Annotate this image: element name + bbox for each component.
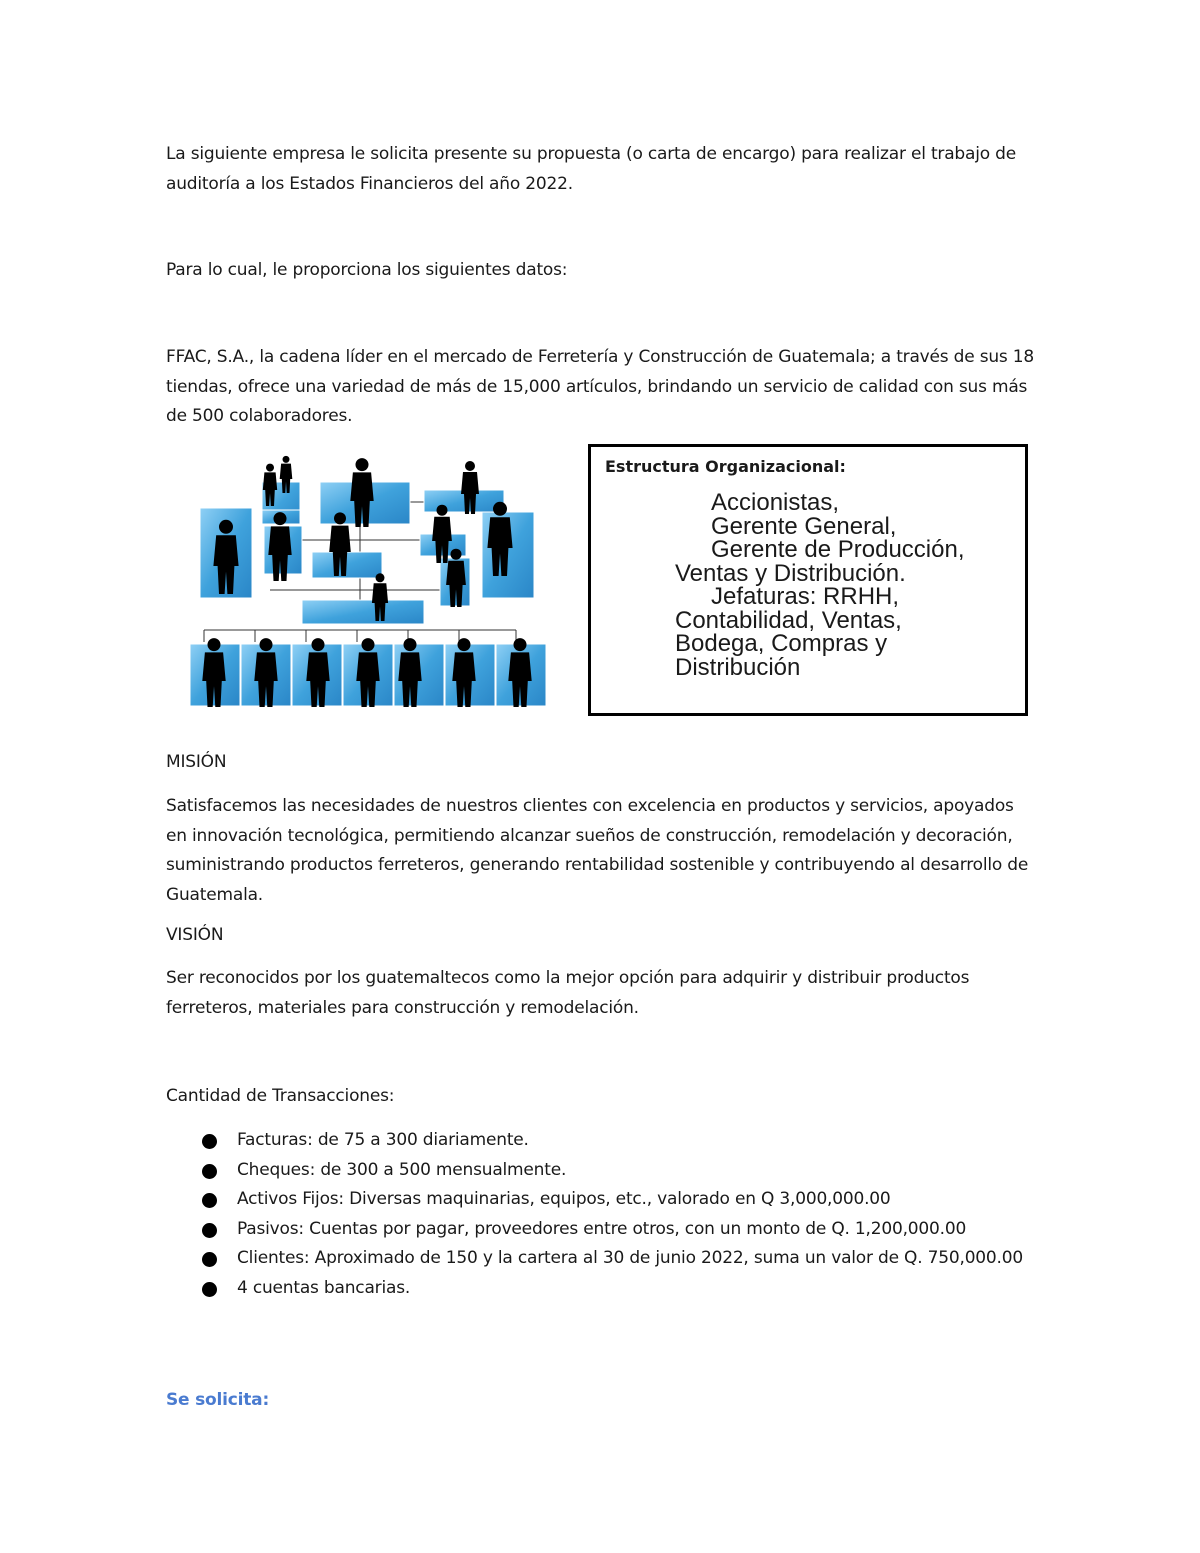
bullet-icon — [202, 1134, 217, 1149]
datos-intro: Para lo cual, le proporciona los siguientes datos: — [166, 260, 568, 280]
vision-text: Ser reconocidos por los guatemaltecos como la mejor opción para adquirir y distribuir productos ferreteros, materiales para construcción y remodelación. — [166, 968, 970, 1018]
list-item-text: Clientes: Aproximado de 150 y la cartera al 30 de junio 2022, suma un valor de Q. 750,000.00 — [237, 1248, 1023, 1268]
vision-heading: VISIÓN — [166, 925, 224, 945]
org-line: Distribución — [675, 653, 801, 681]
company-description: FFAC, S.A., la cadena líder en el mercado de Ferretería y Construcción de Guatemala; a través de sus 18 tiendas, ofrece una variedad de más de 15,000 artículos, brindando un servicio de calidad con sus más de 500 colaboradores. — [166, 347, 1035, 426]
list-item — [200, 1274, 1040, 1304]
org-line: Bodega, Compras y — [675, 630, 888, 657]
list-item-text: Activos Fijos: Diversas maquinarias, equipos, etc., valorado en Q 3,000,000.00 — [237, 1189, 891, 1209]
org-line: Jefaturas: RRHH, — [711, 583, 900, 610]
bullet-icon — [202, 1223, 217, 1238]
list-item-text: Facturas: de 75 a 300 diariamente. — [237, 1130, 529, 1150]
list-item — [200, 1126, 1040, 1156]
list-item-text: 4 cuentas bancarias. — [237, 1277, 411, 1298]
mision-text: Satisfacemos las necesidades de nuestros clientes con excelencia en productos y servicios, apoyados en innovación tecnológica, permitiendo alcanzar sueños de construcción, remodelación y decoración, suministrando productos ferreteros, generando rentabilidad sostenible y contribuyendo al desarrollo de Guatemala. — [166, 796, 1029, 905]
org-structure-list — [675, 491, 1015, 679]
org-structure-title: Estructura Organizacional: — [605, 457, 846, 476]
intro-paragraph: La siguiente empresa le solicita presente su propuesta (o carta de encargo) para realizar el trabajo de auditoría a los Estados Financieros del año 2022. — [166, 144, 1017, 194]
org-structure-box — [588, 444, 1028, 716]
bullet-icon — [202, 1252, 217, 1267]
list-item — [200, 1185, 1040, 1215]
org-line: Gerente General, — [711, 512, 897, 540]
org-line: Contabilidad, Ventas, — [675, 606, 902, 634]
mision-heading: MISIÓN — [166, 752, 227, 772]
org-chart-image — [190, 452, 546, 710]
list-item-text: Pasivos: Cuentas por pagar, proveedores entre otros, con un monto de Q. 1,200,000.00 — [237, 1218, 967, 1239]
list-item-text: Cheques: de 300 a 500 mensualmente. — [237, 1159, 567, 1180]
se-solicita-heading: Se solicita: — [166, 1390, 270, 1410]
transacciones-heading: Cantidad de Transacciones: — [166, 1086, 395, 1106]
org-line: Accionistas, — [711, 489, 840, 516]
list-item — [200, 1156, 1040, 1186]
transacciones-list — [200, 1126, 1040, 1303]
list-item — [200, 1244, 1040, 1274]
org-line: Ventas y Distribución. — [675, 559, 906, 587]
bullet-icon — [202, 1164, 217, 1179]
bullet-icon — [202, 1193, 217, 1208]
org-line: Gerente de Producción, — [711, 536, 965, 563]
list-item — [200, 1215, 1040, 1245]
bullet-icon — [202, 1282, 217, 1297]
